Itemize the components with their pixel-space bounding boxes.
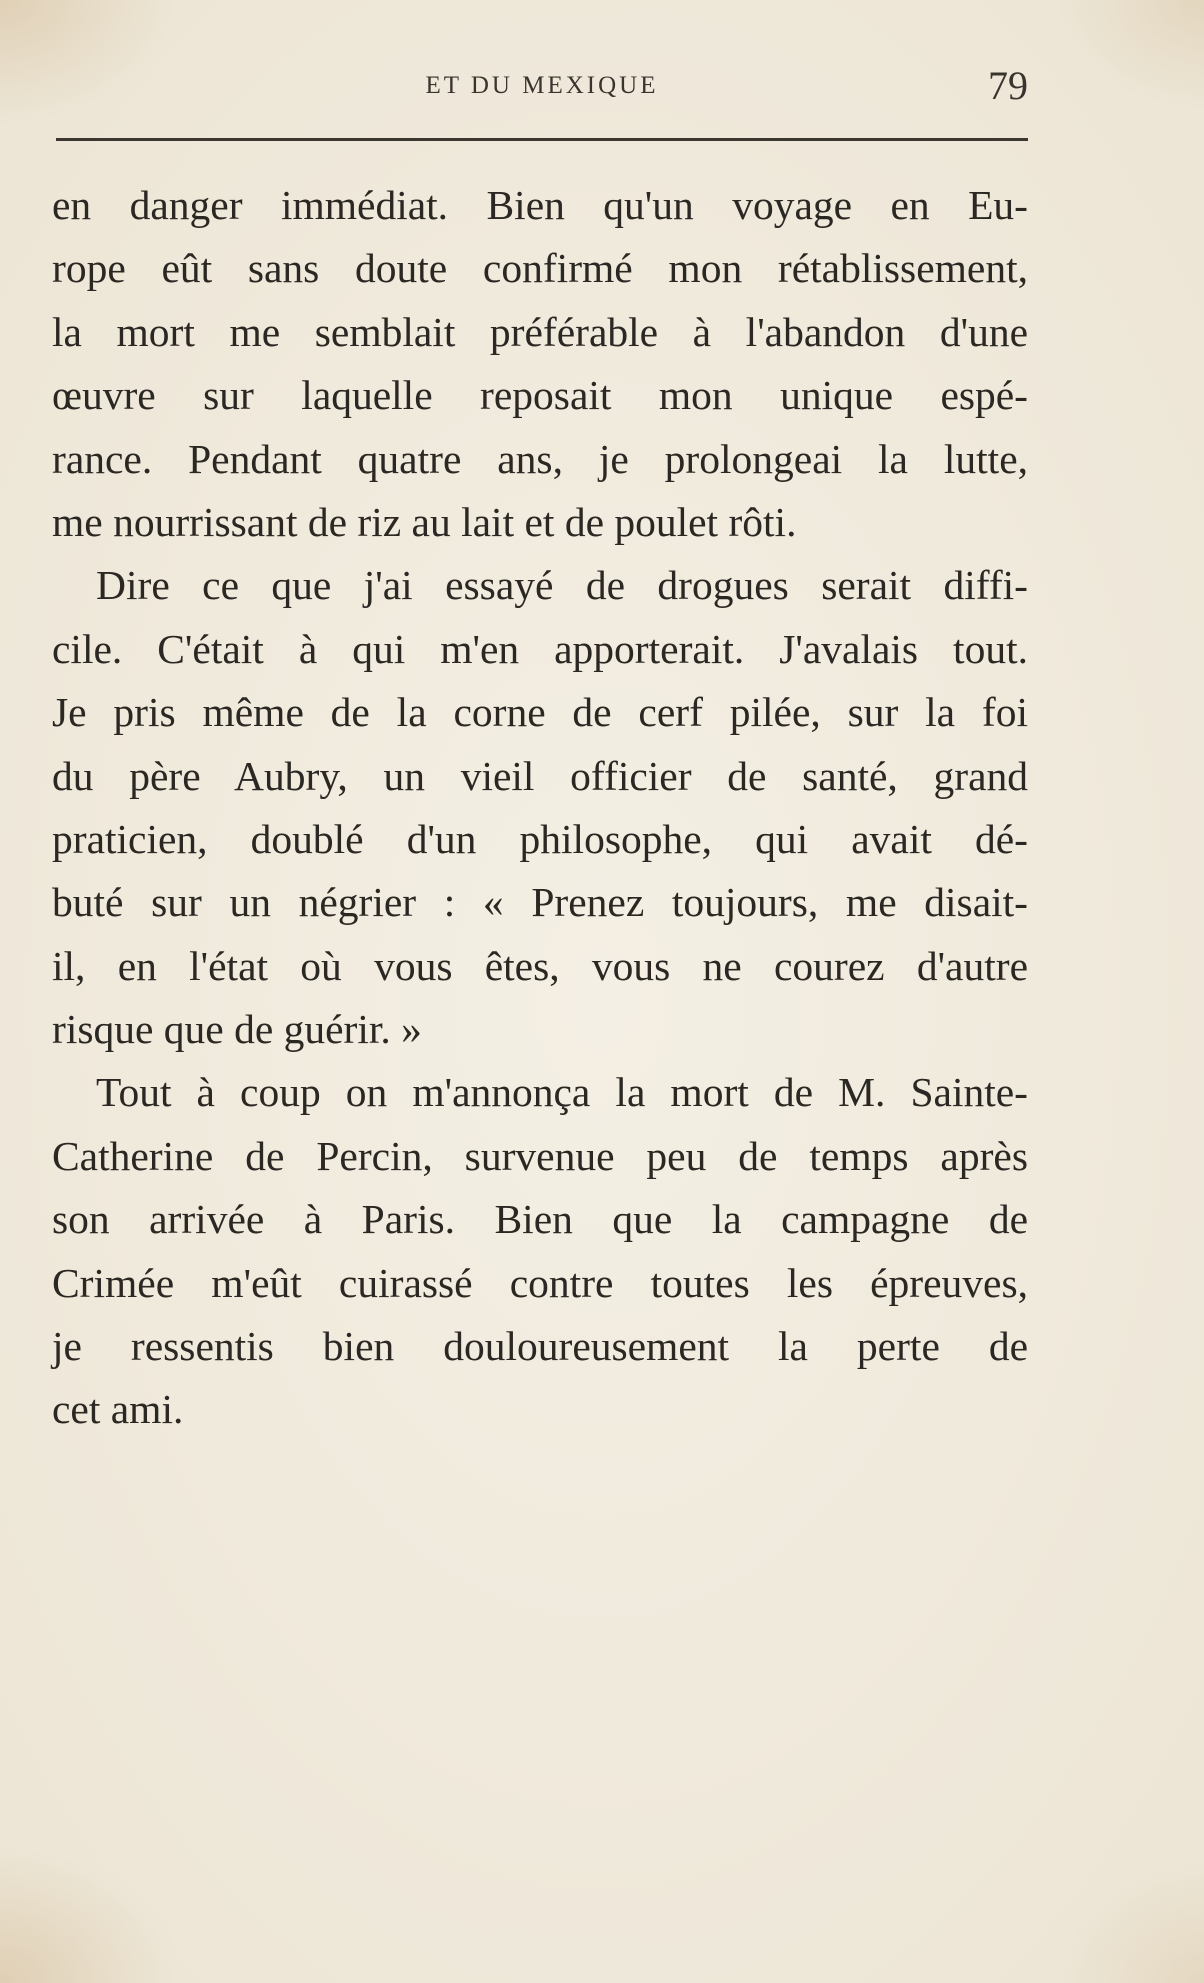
- text-line: Catherine de Percin, survenue peu de temps après: [52, 1132, 1028, 1179]
- text-line: cet ami.: [52, 1386, 184, 1433]
- text-line: buté sur un négrier : « Prenez toujours, me disait-: [52, 879, 1028, 926]
- text-line: je ressentis bien douloureusement la perte de: [52, 1323, 1028, 1370]
- text-line: rance. Pendant quatre ans, je prolongeai la lutte,: [52, 435, 1028, 482]
- running-head: ET DU MEXIQUE: [425, 72, 659, 99]
- page-number: 79: [988, 63, 1028, 108]
- text-line: en danger immédiat. Bien qu'un voyage en Eu-: [52, 182, 1028, 228]
- text-line: Dire ce que j'ai essayé de drogues serait diffi-: [96, 562, 1028, 609]
- text-line: praticien, doublé d'un philosophe, qui avait dé-: [52, 815, 1028, 862]
- text-line: Crimée m'eût cuirassé contre toutes les épreuves,: [52, 1259, 1028, 1306]
- header-rule: [56, 138, 1028, 141]
- text-line: rope eût sans doute confirmé mon rétablissement,: [52, 245, 1028, 292]
- text-line: son arrivée à Paris. Bien que la campagne de: [52, 1196, 1028, 1243]
- text-line: la mort me semblait préférable à l'abandon d'une: [52, 308, 1028, 355]
- text-line: du père Aubry, un vieil officier de santé, grand: [52, 752, 1028, 799]
- text-line: risque que de guérir. »: [52, 1006, 422, 1053]
- text-line: me nourrissant de riz au lait et de poulet rôti.: [52, 498, 797, 545]
- text-line: cile. C'était à qui m'en apporterait. J'avalais tout.: [52, 625, 1028, 672]
- body-text: [52, 174, 1028, 1442]
- text-line: œuvre sur laquelle reposait mon unique espé-: [52, 372, 1028, 419]
- page-header: [56, 58, 1028, 118]
- text-line: il, en l'état où vous êtes, vous ne courez d'autre: [52, 942, 1028, 989]
- text-line: Tout à coup on m'annonça la mort de M. Sainte-: [96, 1069, 1028, 1116]
- text-line: Je pris même de la corne de cerf pilée, sur la foi: [52, 689, 1028, 736]
